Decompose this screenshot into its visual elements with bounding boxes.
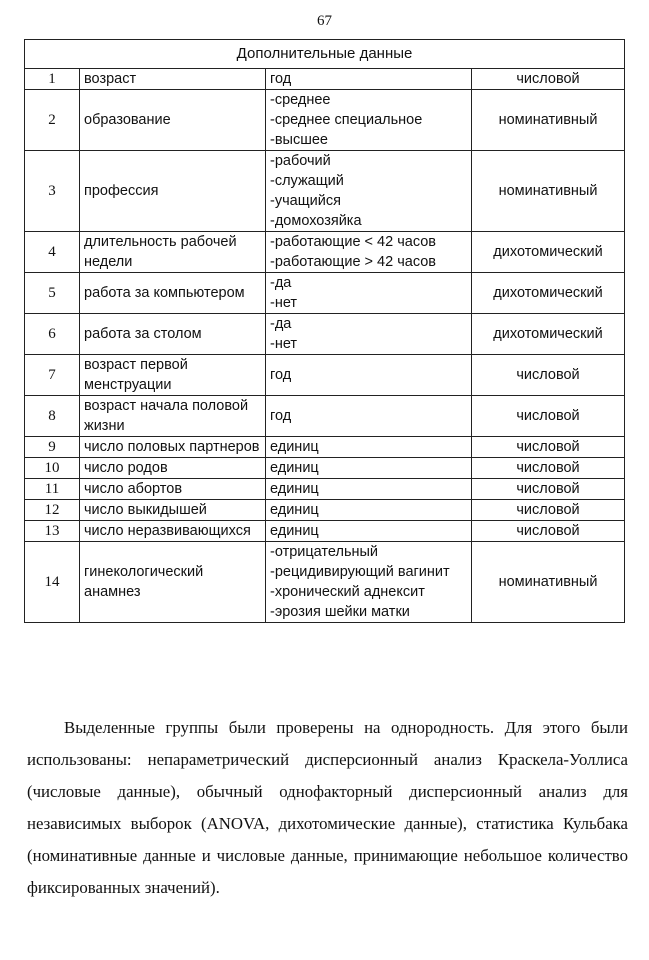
variable-type: числовой bbox=[472, 521, 625, 542]
value-option: -рецидивирующий вагинит bbox=[270, 564, 450, 580]
additional-data-table bbox=[24, 39, 625, 623]
variable-values bbox=[266, 90, 472, 151]
value-option: единиц bbox=[270, 460, 319, 476]
value-option: единиц bbox=[270, 481, 319, 497]
variable-values bbox=[266, 437, 472, 458]
variable-name: число абортов bbox=[80, 479, 266, 500]
variable-type: номинативный bbox=[472, 90, 625, 151]
variable-type: дихотомический bbox=[472, 232, 625, 273]
variable-type: числовой bbox=[472, 355, 625, 396]
table-row bbox=[25, 458, 625, 479]
table-caption: Дополнительные данные bbox=[25, 40, 625, 69]
table-caption-row bbox=[25, 40, 625, 69]
row-number: 4 bbox=[25, 232, 80, 273]
variable-values bbox=[266, 232, 472, 273]
value-option: единиц bbox=[270, 523, 319, 539]
variable-name: возраст bbox=[80, 69, 266, 90]
variable-type: номинативный bbox=[472, 542, 625, 623]
variable-values bbox=[266, 314, 472, 355]
value-option: -домохозяйка bbox=[270, 213, 362, 229]
row-number: 2 bbox=[25, 90, 80, 151]
variable-values bbox=[266, 521, 472, 542]
variable-values bbox=[266, 151, 472, 232]
variable-type: дихотомический bbox=[472, 273, 625, 314]
value-option: год bbox=[270, 367, 292, 383]
value-option: -работающие < 42 часов bbox=[270, 234, 436, 250]
table-row bbox=[25, 542, 625, 623]
value-option: -да bbox=[270, 275, 292, 291]
table-row bbox=[25, 396, 625, 437]
value-option: -среднее bbox=[270, 92, 331, 108]
value-option: единиц bbox=[270, 439, 319, 455]
table-row bbox=[25, 314, 625, 355]
row-number: 9 bbox=[25, 437, 80, 458]
variable-name: число неразвивающихся bbox=[80, 521, 266, 542]
value-option: -эрозия шейки матки bbox=[270, 604, 410, 620]
row-number: 11 bbox=[25, 479, 80, 500]
variable-name: возраст первой менструации bbox=[80, 355, 266, 396]
row-number: 14 bbox=[25, 542, 80, 623]
variable-type: номинативный bbox=[472, 151, 625, 232]
variable-type: числовой bbox=[472, 458, 625, 479]
row-number: 7 bbox=[25, 355, 80, 396]
variable-type: числовой bbox=[472, 69, 625, 90]
variable-values bbox=[266, 458, 472, 479]
value-option: -учащийся bbox=[270, 193, 341, 209]
variable-values bbox=[266, 273, 472, 314]
table-row bbox=[25, 69, 625, 90]
row-number: 3 bbox=[25, 151, 80, 232]
variable-type: числовой bbox=[472, 437, 625, 458]
row-number: 1 bbox=[25, 69, 80, 90]
value-option: -нет bbox=[270, 295, 298, 311]
table-row bbox=[25, 273, 625, 314]
variable-name: возраст начала половой жизни bbox=[80, 396, 266, 437]
variable-type: числовой bbox=[472, 500, 625, 521]
row-number: 10 bbox=[25, 458, 80, 479]
variable-name: число половых партнеров bbox=[80, 437, 266, 458]
value-option: -рабочий bbox=[270, 153, 331, 169]
row-number: 5 bbox=[25, 273, 80, 314]
variable-name: длительность рабочей недели bbox=[80, 232, 266, 273]
value-option: -хронический аднексит bbox=[270, 584, 425, 600]
table-row bbox=[25, 151, 625, 232]
variable-values bbox=[266, 69, 472, 90]
value-option: год bbox=[270, 408, 292, 424]
variable-name: работа за столом bbox=[80, 314, 266, 355]
value-option: -служащий bbox=[270, 173, 344, 189]
table-row bbox=[25, 437, 625, 458]
table-row bbox=[25, 232, 625, 273]
value-option: -нет bbox=[270, 336, 298, 352]
variable-type: числовой bbox=[472, 396, 625, 437]
value-option: -среднее специальное bbox=[270, 112, 423, 128]
variable-name: число выкидышей bbox=[80, 500, 266, 521]
row-number: 13 bbox=[25, 521, 80, 542]
variable-values bbox=[266, 355, 472, 396]
table-row bbox=[25, 479, 625, 500]
body-paragraph: Выделенные группы были проверены на однородность. Для этого были использованы: непараметрический дисперсионный анализ Краскела-Уоллиса (числовые данные), обычный однофакторный дисперсионный анализ для независимых выборок (ANOVA, дихотомические данные), статистика Кульбака (номинативные данные и числовые данные, принимающие небольшое количество фиксированных значений). bbox=[27, 718, 628, 897]
table-row bbox=[25, 521, 625, 542]
variable-name: образование bbox=[80, 90, 266, 151]
variable-values bbox=[266, 479, 472, 500]
variable-values bbox=[266, 500, 472, 521]
variable-type: дихотомический bbox=[472, 314, 625, 355]
row-number: 6 bbox=[25, 314, 80, 355]
value-option: -работающие > 42 часов bbox=[270, 254, 436, 270]
value-option: год bbox=[270, 71, 292, 87]
page-number: 67 bbox=[317, 13, 332, 29]
table-row bbox=[25, 90, 625, 151]
variable-name: профессия bbox=[80, 151, 266, 232]
value-option: -да bbox=[270, 316, 292, 332]
value-option: -высшее bbox=[270, 132, 328, 148]
variable-type: числовой bbox=[472, 479, 625, 500]
value-option: единиц bbox=[270, 502, 319, 518]
variable-name: работа за компьютером bbox=[80, 273, 266, 314]
table-row bbox=[25, 355, 625, 396]
variable-values bbox=[266, 542, 472, 623]
table-row bbox=[25, 500, 625, 521]
row-number: 8 bbox=[25, 396, 80, 437]
variable-name: гинекологический анамнез bbox=[80, 542, 266, 623]
row-number: 12 bbox=[25, 500, 80, 521]
variable-values bbox=[266, 396, 472, 437]
value-option: -отрицательный bbox=[270, 544, 379, 560]
variable-name: число родов bbox=[80, 458, 266, 479]
